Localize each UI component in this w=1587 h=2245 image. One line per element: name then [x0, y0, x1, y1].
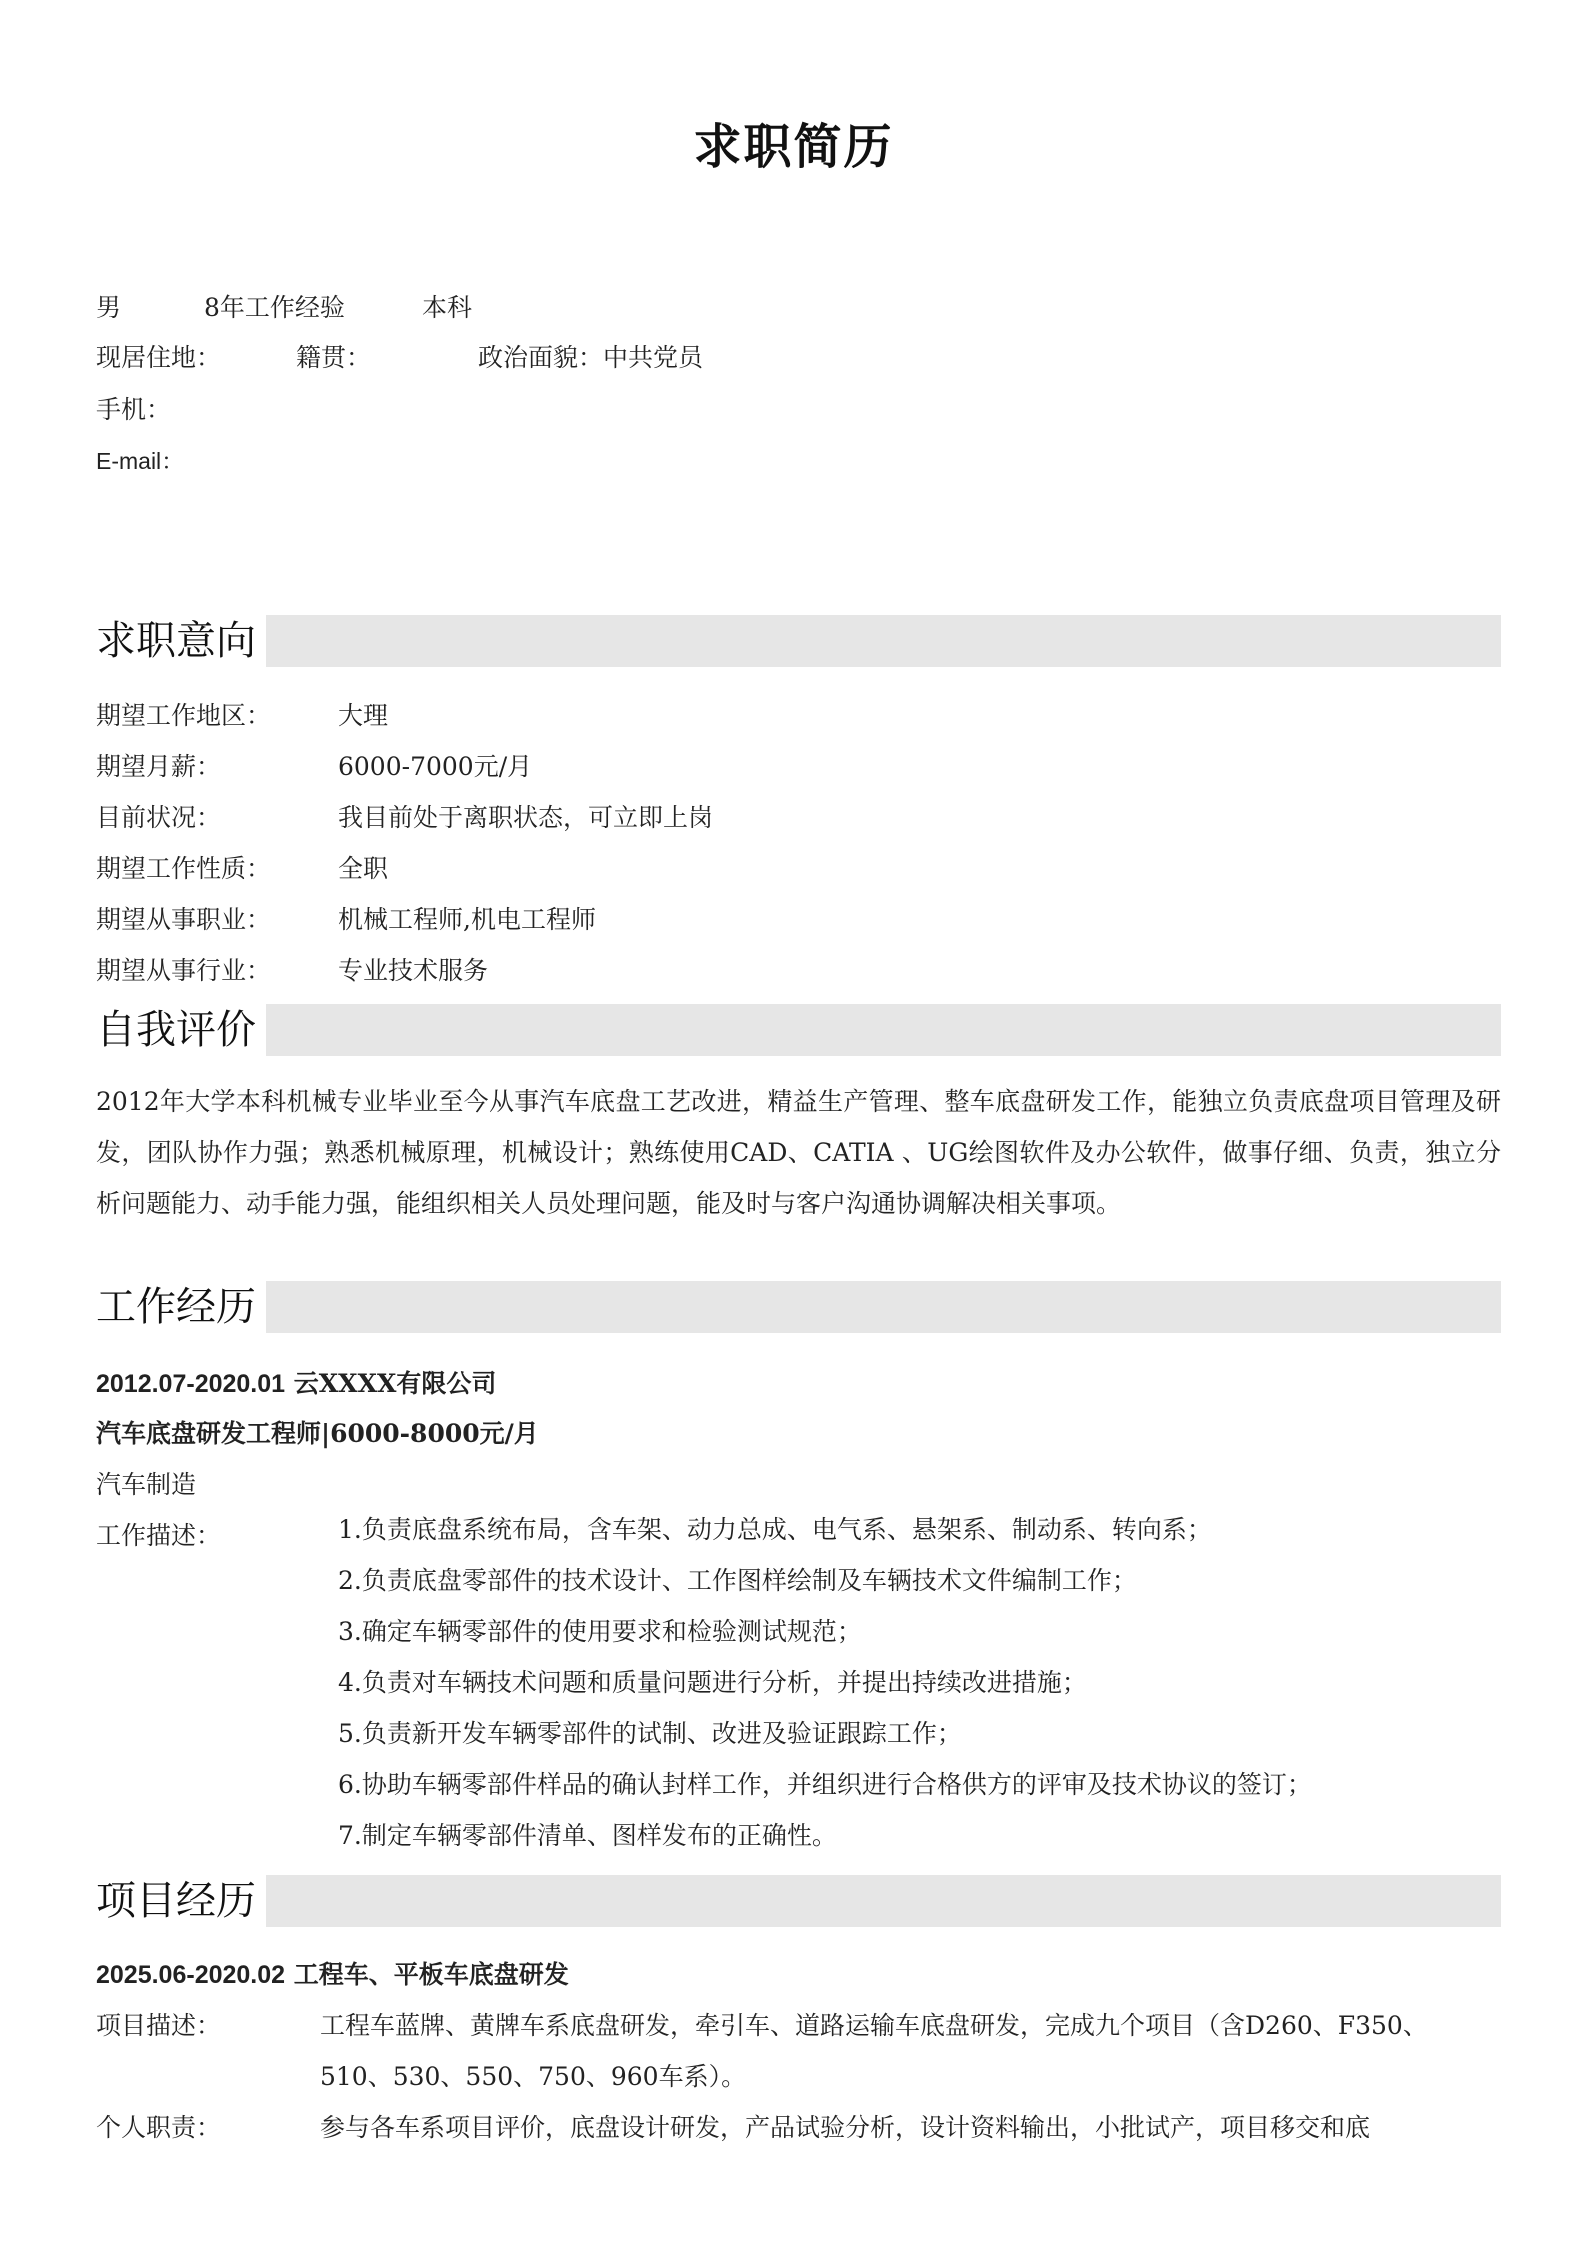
work-experience: 8年工作经验: [204, 293, 345, 322]
intent-value: 全职: [338, 854, 389, 883]
political-status: [478, 338, 703, 374]
section-title-intent: 求职意向: [96, 618, 256, 664]
email-label: E-mail：: [96, 448, 185, 474]
work-industry: 汽车制造: [96, 1470, 197, 1499]
project-heading: [96, 1955, 569, 1991]
work-position: 汽车底盘研发工程师|6000-8000元/月: [96, 1419, 539, 1448]
list-item: 2.负责底盘零部件的技术设计、工作图样绘制及车辆技术文件编制工作；: [338, 1566, 1137, 1595]
residence-label: 现居住地：: [96, 343, 222, 372]
intent-label: 期望工作性质：: [96, 854, 272, 883]
project-desc-label: 项目描述：: [96, 2011, 222, 2040]
phone-label: 手机：: [96, 395, 172, 424]
section-title-work: 工作经历: [96, 1284, 256, 1330]
political-status-label: 政治面貌：: [478, 343, 604, 372]
work-heading: [96, 1364, 496, 1400]
list-item: 3.确定车辆零部件的使用要求和检验测试规范；: [338, 1617, 862, 1646]
intent-label: 期望从事行业：: [96, 956, 272, 985]
project-duty-line: 参与各车系项目评价，底盘设计研发，产品试验分析，设计资料输出，小批试产，项目移交和底: [320, 2113, 1371, 2142]
list-item: 7.制定车辆零部件清单、图样发布的正确性。: [338, 1821, 837, 1850]
project-period: 2025.06-2020.02: [96, 1961, 286, 1989]
intent-value: 机械工程师,机电工程师: [338, 905, 596, 934]
political-status-value: 中共党员: [603, 343, 704, 372]
list-item: 6.协助车辆零部件样品的确认封样工作，并组织进行合格供方的评审及技术协议的签订；: [338, 1770, 1312, 1799]
intent-label: 期望月薪：: [96, 752, 222, 781]
section-header-self-evaluation: [96, 1004, 1501, 1056]
work-duty-list: [338, 1504, 1312, 1861]
intent-label: 期望工作地区：: [96, 701, 272, 730]
intent-label: 期望从事职业：: [96, 905, 272, 934]
intent-value: 专业技术服务: [338, 956, 489, 985]
work-period: 2012.07-2020.01: [96, 1370, 286, 1398]
intent-value: 大理: [338, 701, 389, 730]
page-title: 求职简历: [693, 119, 894, 175]
project-desc-line: 工程车蓝牌、黄牌车系底盘研发，牵引车、道路运输车底盘研发，完成九个项目（含D260、F350、: [320, 2011, 1428, 2040]
list-item: 5.负责新开发车辆零部件的试制、改进及验证跟踪工作；: [338, 1719, 962, 1748]
self-evaluation-text: 2012年大学本科机械专业毕业至今从事汽车底盘工艺改进，精益生产管理、整车底盘研发工作，能独立负责底盘项目管理及研发，团队协作力强；熟悉机械原理，机械设计；熟练使用CAD、CATIA 、UG绘图软件及办公软件，做事仔细、负责，独立分析问题能力、动手能力强，能组织相关人员处理问题，能及时与客户沟通协调解决相关事项。: [96, 1087, 1501, 1218]
gender: 男: [96, 293, 122, 322]
list-item: 4.负责对车辆技术问题和质量问题进行分析，并提出持续改进措施；: [338, 1668, 1087, 1697]
work-company: 云XXXX有限公司: [293, 1369, 497, 1398]
work-desc-label: 工作描述：: [96, 1521, 222, 1550]
project-desc-line: 510、530、550、750、960车系）。: [320, 2062, 747, 2091]
section-title-self-evaluation: 自我评价: [96, 1007, 256, 1053]
intent-label: 目前状况：: [96, 803, 222, 832]
intent-value: 6000-7000元/月: [338, 752, 533, 781]
project-duty-label: 个人职责：: [96, 2113, 222, 2142]
section-title-project: 项目经历: [96, 1878, 256, 1924]
list-item: 1.负责底盘系统布局，含车架、动力总成、电气系、悬架系、制动系、转向系；: [338, 1515, 1212, 1544]
section-header-project: [96, 1875, 1501, 1927]
intent-value: 我目前处于离职状态，可立即上岗: [338, 803, 714, 832]
section-header-work: [96, 1281, 1501, 1333]
section-header-intent: [96, 615, 1501, 667]
project-name: 工程车、平板车底盘研发: [293, 1960, 569, 1989]
native-place-label: 籍贯：: [296, 343, 372, 372]
education: 本科: [422, 293, 473, 322]
